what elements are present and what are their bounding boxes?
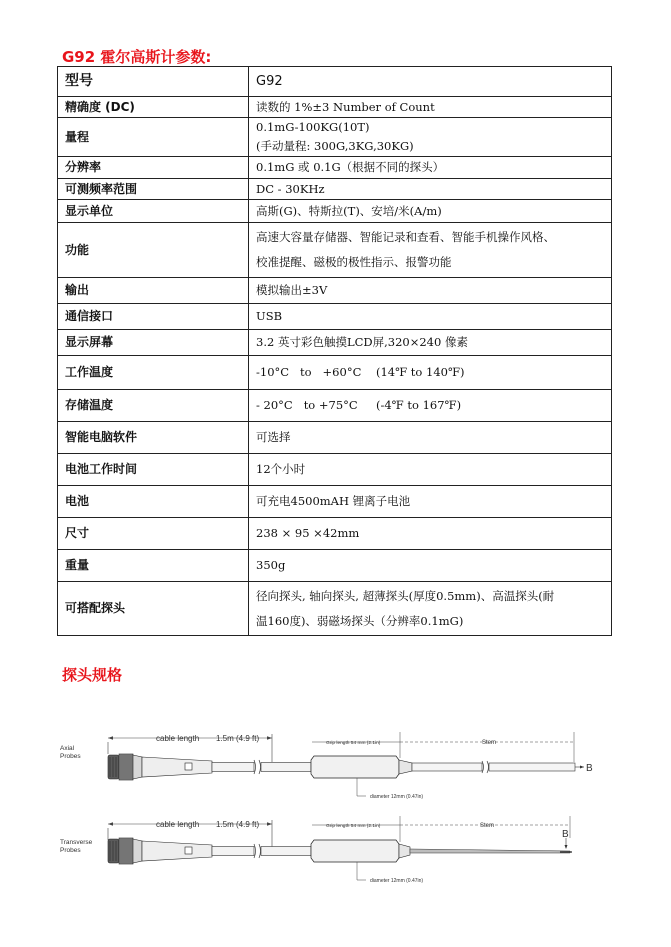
spec-row-output [58, 278, 612, 304]
spec-key: 可测频率范围 [58, 179, 249, 200]
spec-value: 12个小时 [249, 454, 612, 486]
transverse-diameter-leader [357, 862, 366, 880]
spec-value: - 20°C to +75°C (-4℉ to 167℉) [249, 390, 612, 422]
spec-row-interface [58, 304, 612, 330]
spec-value-line: 0.1mG-100KG(10T) [256, 120, 370, 134]
spec-value [249, 582, 612, 636]
spec-row-functions [58, 223, 612, 278]
spec-row-frequency [58, 179, 612, 200]
spec-row-accuracy [58, 97, 612, 118]
transverse-cable-length-label: cable length [156, 820, 200, 829]
spec-key: 工作温度 [58, 356, 249, 390]
transverse-diameter: diameter 12mm (0.47in) [370, 878, 424, 884]
spec-key: 显示单位 [58, 200, 249, 223]
transverse-connector [108, 838, 212, 864]
spec-value: DC - 30KHz [249, 179, 612, 200]
spec-row-units [58, 200, 612, 223]
transverse-grip-dimension [312, 816, 570, 842]
transverse-cable [212, 844, 311, 858]
probe-section-title: 探头规格 [62, 666, 123, 684]
spec-table [57, 66, 612, 636]
spec-key: 分辨率 [58, 157, 249, 179]
axial-end-label: B [586, 763, 593, 774]
spec-value [249, 223, 612, 278]
spec-row-range [58, 118, 612, 157]
spec-value: 350g [249, 550, 612, 582]
axial-cable [212, 760, 311, 774]
axial-diameter: diameter 12mm (0.47in) [370, 794, 424, 800]
transverse-grip [311, 840, 410, 862]
spec-row-software [58, 422, 612, 454]
axial-connector [108, 754, 212, 780]
spec-key: 尺寸 [58, 518, 249, 550]
spec-row-storage-temp [58, 390, 612, 422]
spec-value: 可充电4500mAH 锂离子电池 [249, 486, 612, 518]
axial-label-line1: Axial [60, 745, 75, 752]
axial-cable-length-value: 1.5m (4.9 ft) [216, 734, 260, 743]
axial-grip-length: Grip length 54 mm (2.1in) [326, 741, 381, 746]
spec-key: 重量 [58, 550, 249, 582]
transverse-cable-length-value: 1.5m (4.9 ft) [216, 820, 260, 829]
transverse-stem [410, 838, 572, 853]
axial-label-line2: Probes [60, 753, 81, 760]
spec-key: 电池工作时间 [58, 454, 249, 486]
transverse-grip-length: Grip length 54 mm (2.1in) [326, 824, 381, 829]
spec-value: 读数的 1%±3 Number of Count [249, 97, 612, 118]
spec-row-operating-temp [58, 356, 612, 390]
spec-key: 量程 [58, 118, 249, 157]
spec-value: USB [249, 304, 612, 330]
spec-row-battery [58, 486, 612, 518]
axial-cable-length-label: cable length [156, 734, 200, 743]
spec-value [249, 118, 612, 157]
axial-diameter-leader [357, 778, 366, 796]
spec-value-line: 温160度)、弱磁场探头（分辨率0.1mG) [256, 613, 464, 628]
spec-value-line: (手动量程: 300G,3KG,30KG) [256, 139, 414, 153]
spec-key: 功能 [58, 223, 249, 278]
spec-value-line: 校准提醒、磁极的极性指示、报警功能 [256, 255, 452, 269]
spec-row-battery-time [58, 454, 612, 486]
axial-stem-label: Stem [482, 740, 497, 746]
spec-value-line: 径向探头, 轴向探头, 超薄探头(厚度0.5mm)、高温探头(耐 [256, 588, 555, 603]
spec-key: 显示屏幕 [58, 330, 249, 356]
spec-key: 智能电脑软件 [58, 422, 249, 454]
spec-key: 电池 [58, 486, 249, 518]
probe-diagram [60, 722, 620, 892]
spec-value-line: 高速大容量存储器、智能记录和查看、智能手机操作风格、 [256, 230, 555, 244]
spec-key: 可搭配探头 [58, 582, 249, 636]
spec-key: 型号 [58, 67, 249, 97]
axial-grip [311, 756, 412, 778]
spec-value: 可选择 [249, 422, 612, 454]
spec-key: 精确度 (DC) [58, 97, 249, 118]
spec-key: 通信接口 [58, 304, 249, 330]
spec-value: 3.2 英寸彩色触摸LCD屏,320×240 像素 [249, 330, 612, 356]
transverse-stem-label: Stem [480, 823, 495, 829]
page-title: G92 霍尔高斯计参数: [62, 48, 212, 66]
spec-row-resolution [58, 157, 612, 179]
spec-value: 高斯(G)、特斯拉(T)、安培/米(A/m) [249, 200, 612, 223]
spec-value: 238 × 95 ×42mm [249, 518, 612, 550]
axial-stem [412, 761, 584, 773]
spec-row-model [58, 67, 612, 97]
spec-key: 输出 [58, 278, 249, 304]
transverse-label-line2: Probes [60, 847, 81, 854]
spec-value: -10°C to +60°C (14℉ to 140℉) [249, 356, 612, 390]
spec-value: 0.1mG 或 0.1G（根据不同的探头） [249, 157, 612, 179]
transverse-label-line1: Transverse [60, 839, 93, 846]
transverse-end-label: B [562, 829, 569, 840]
spec-key: 存储温度 [58, 390, 249, 422]
spec-value: G92 [249, 67, 612, 97]
spec-row-weight [58, 550, 612, 582]
spec-row-dimensions [58, 518, 612, 550]
spec-row-probes [58, 582, 612, 636]
spec-row-display [58, 330, 612, 356]
spec-value: 模拟输出±3V [249, 278, 612, 304]
